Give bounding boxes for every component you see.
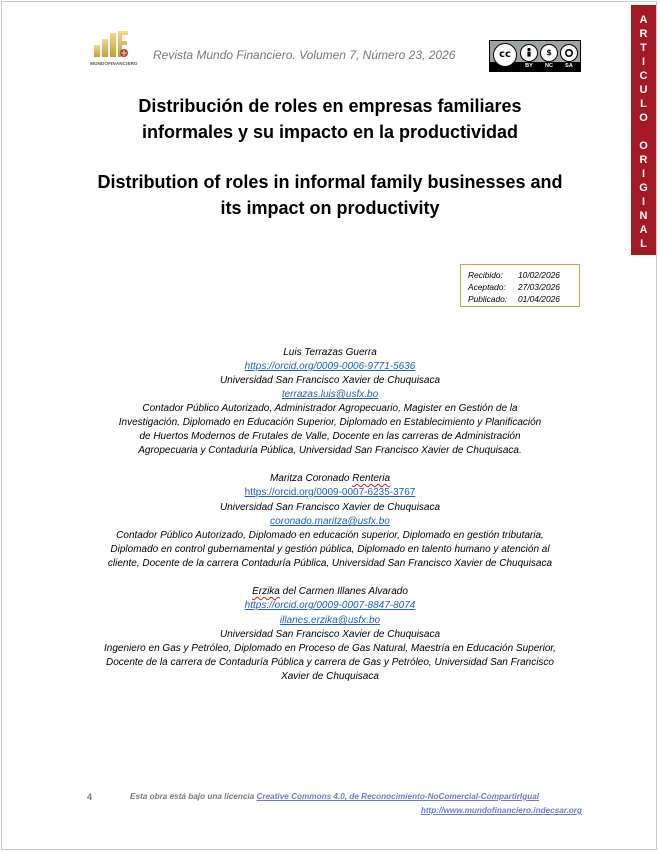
journal-citation: Revista Mundo Financiero. Volumen 7, Número 23, 2026: [153, 48, 456, 62]
title-es-line-1: Distribución de roles en empresas familiares: [138, 96, 522, 116]
journal-url-link[interactable]: http://www.mundofinanciero.indecsar.org: [420, 806, 582, 815]
license-prefix: Esta obra está bajo una licencia: [130, 792, 257, 801]
cc-icon: cc: [493, 43, 517, 67]
author-2-bio-1: Contador Público Autorizado, Diplomado en educación superior, Diplomado en gestión tributaria,: [116, 530, 544, 541]
author-2-name: [60, 472, 600, 486]
author-2-bio-3: cliente, Docente de la carrera Contaduría Pública, Universidad San Francisco Xavier de Chuquisaca: [107, 558, 553, 569]
badge-label-sa: SA: [565, 63, 573, 69]
side-tab-letter: R: [639, 154, 648, 166]
side-tab-letter: O: [639, 112, 648, 124]
author-1-orcid[interactable]: https://orcid.org/0009-0006-9771-5636: [244, 361, 416, 372]
cc-license-badge[interactable]: [489, 40, 581, 72]
author-3-bio-3: Xavier de Chuquisaca: [281, 671, 379, 682]
author-2-orcid[interactable]: https://orcid.org/0009-0007-6235-3767: [244, 487, 416, 498]
side-tab-letter: A: [639, 224, 648, 236]
author-2-bio-2: Diplomado en control gubernamental y gestión pública, Diplomado en talento humano y atención al: [110, 544, 550, 555]
logo-caption: MUNDOFINANCIERO: [90, 61, 138, 66]
received-date: 10/02/2026: [518, 270, 560, 280]
published-label: Publicado:: [468, 294, 508, 304]
author-2-university: Universidad San Francisco Xavier de Chuquisaca: [219, 502, 441, 513]
side-tab-letter: R: [639, 28, 648, 40]
mundofinanciero-logo: [88, 27, 140, 73]
side-tab-letter: T: [640, 42, 647, 54]
author-3-email[interactable]: illanes.erzika@usfx.bo: [279, 615, 381, 626]
license-link[interactable]: Creative Commons 4.0, de Reconocimiento-NoComercial-CompartirIgual: [256, 792, 540, 801]
side-tab-letter: N: [639, 210, 648, 222]
side-tab-letter: C: [639, 70, 648, 82]
author-3-name-first: Erzika: [252, 586, 280, 597]
author-3-name-last: del Carmen Illanes Alvarado: [279, 586, 408, 597]
page-number: 4: [87, 792, 93, 802]
noncommercial-icon: $: [540, 44, 558, 62]
title-es-line-2: informales y su impacto en la productividad: [141, 122, 519, 142]
published-date: 01/04/2026: [518, 294, 560, 304]
side-tab-letter: A: [639, 14, 648, 26]
author-1-university: Universidad San Francisco Xavier de Chuquisaca: [219, 375, 441, 386]
article-type-tab: [631, 5, 656, 255]
attribution-icon: [520, 44, 538, 62]
side-tab-letter: G: [639, 182, 648, 194]
author-1-bio-3: de Huertos Modernos de Frutales de Valle, Docente en las carreras de Administración: [139, 431, 521, 442]
side-tab-letter: U: [639, 84, 648, 96]
received-label: Recibido:: [468, 270, 503, 280]
author-2-email[interactable]: coronado.maritza@usfx.bo: [270, 516, 390, 527]
badge-label-nc: NC: [545, 63, 553, 69]
title-en-line-2: its impact on productivity: [220, 198, 440, 218]
author-2-name-first: Maritza Coronado: [269, 473, 353, 484]
title-en-line-1: Distribution of roles in informal family businesses and: [97, 172, 563, 192]
author-3-orcid[interactable]: https://orcid.org/0009-0007-8847-8074: [244, 600, 416, 611]
side-tab-letter: L: [640, 98, 647, 110]
side-tab-letter: I: [641, 196, 646, 208]
accepted-date: 27/03/2026: [518, 282, 560, 292]
author-2-name-last: Renteria: [352, 473, 391, 484]
author-3-bio-2: Docente de la carrera de Contaduría Pública y carrera de Gas y Petróleo, Universidad San Francisco: [105, 657, 554, 668]
sharealike-icon: [560, 44, 578, 62]
dates-box: [460, 264, 580, 307]
author-1-bio-2: Investigación, Diplomado en Educación Superior, Diplomado en Establecimiento y Planificación: [118, 417, 542, 428]
author-3-name: [60, 585, 600, 599]
author-1-bio-1: Contador Público Autorizado, Administrador Agropecuario, Magister en Gestión de la: [142, 403, 518, 414]
side-tab-letter: L: [640, 238, 647, 250]
badge-label-by: BY: [525, 63, 533, 69]
side-tab-letter: I: [641, 168, 646, 180]
author-3-bio-1: Ingeniero en Gas y Petróleo, Diplomado en Proceso de Gas Natural, Maestría en Educación Superior,: [104, 643, 556, 654]
author-1-bio-4: Agropecuaria y Contaduría Pública, Universidad San Francisco Xavier de Chuquisaca.: [138, 445, 522, 456]
author-1-email[interactable]: terrazas.luis@usfx.bo: [281, 389, 379, 400]
author-1-name: Luis Terrazas Guerra: [283, 347, 377, 358]
author-3-university: Universidad San Francisco Xavier de Chuquisaca: [219, 629, 441, 640]
accepted-label: Aceptado:: [468, 282, 506, 292]
side-tab-letter: I: [641, 56, 646, 68]
side-tab-letter: O: [639, 140, 648, 152]
footer-license: [130, 792, 539, 801]
